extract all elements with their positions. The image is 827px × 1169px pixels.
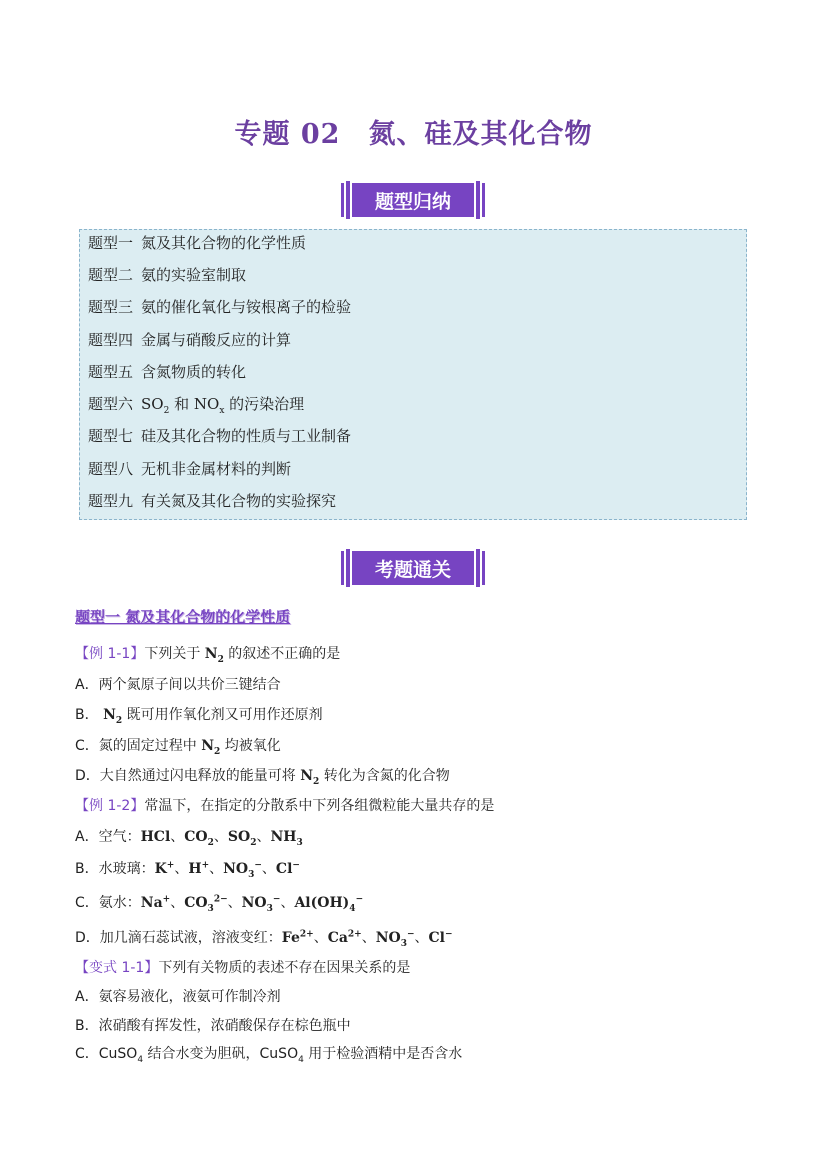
option-text: C．CuSO bbox=[75, 1046, 138, 1062]
ion-fe: Fe bbox=[281, 930, 300, 946]
ion-cl: Cl bbox=[428, 930, 445, 946]
formula-hcl: HCl bbox=[140, 829, 171, 845]
subscript: 2 bbox=[163, 406, 170, 416]
superscript: − bbox=[254, 860, 262, 871]
separator: 、 bbox=[213, 829, 228, 845]
ion-cl: Cl bbox=[275, 861, 293, 877]
topic-prefix: 题型八 bbox=[88, 460, 134, 478]
superscript: − bbox=[272, 894, 281, 905]
topic-text: 的污染治理 bbox=[224, 395, 305, 413]
option-label: C．氨水： bbox=[75, 895, 141, 911]
topic-prefix: 题型三 bbox=[88, 298, 134, 316]
subscript: x bbox=[219, 406, 225, 416]
formula-co2: CO bbox=[184, 829, 208, 845]
subscript: 2 bbox=[313, 776, 320, 787]
option-text: 既可用作氧化剂又可用作还原剂 bbox=[122, 707, 323, 723]
topic-prefix: 题型一 bbox=[88, 234, 134, 252]
option-c bbox=[75, 1043, 462, 1065]
formula-so2: SO bbox=[227, 829, 251, 845]
option-text: C．氮的固定过程中 bbox=[75, 738, 202, 754]
separator: 、 bbox=[256, 829, 271, 845]
ion-no3: NO bbox=[241, 895, 267, 911]
subscript: 3 bbox=[400, 938, 407, 949]
banner-practice bbox=[339, 549, 487, 587]
topic-text: 金属与硝酸反应的计算 bbox=[141, 331, 292, 349]
topic-text: 无机非金属材料的判断 bbox=[141, 460, 292, 478]
formula-so2: SO bbox=[141, 395, 164, 413]
banner-practice-label: 考题通关 bbox=[374, 558, 451, 581]
option-label: B． bbox=[75, 707, 104, 723]
topic-item-3 bbox=[88, 296, 351, 317]
superscript: 2+ bbox=[299, 929, 314, 940]
subscript: 3 bbox=[296, 837, 303, 848]
option-text: 转化为含氮的化合物 bbox=[319, 768, 450, 784]
banner-summary-label: 题型归纳 bbox=[374, 190, 451, 213]
subscript: 3 bbox=[248, 869, 255, 880]
option-c bbox=[75, 892, 363, 914]
topic-item-1 bbox=[88, 232, 306, 253]
question-stem: 下列有关物质的表述不存在因果关系的是 bbox=[158, 960, 411, 976]
question-stem: 下列关于 bbox=[144, 646, 205, 662]
topic-prefix: 题型七 bbox=[88, 427, 134, 445]
option-b bbox=[75, 858, 300, 880]
topic-list bbox=[79, 229, 747, 520]
ion-ca: Ca bbox=[327, 930, 348, 946]
separator: 、 bbox=[227, 895, 242, 911]
superscript: 2+ bbox=[347, 929, 362, 940]
topic-item-8 bbox=[88, 458, 291, 479]
option-label: D．加几滴石蕊试液，溶液变红： bbox=[75, 930, 282, 946]
subscript: 3 bbox=[207, 903, 214, 914]
subscript: 2 bbox=[115, 715, 123, 726]
option-a: A．两个氮原子间以共价三键结合 bbox=[75, 677, 281, 693]
subscript: 4 bbox=[137, 1054, 144, 1065]
topic-item-9 bbox=[88, 490, 336, 511]
option-d bbox=[75, 765, 450, 787]
question-stem: 的叙述不正确的是 bbox=[223, 646, 341, 662]
topic-text: 氨的催化氧化与铵根离子的检验 bbox=[141, 298, 352, 316]
separator: 、 bbox=[261, 861, 276, 877]
option-d bbox=[75, 927, 453, 949]
superscript: + bbox=[201, 860, 210, 871]
option-a: A．氨容易液化，液氨可作制冷剂 bbox=[75, 989, 281, 1005]
title-topic-name: 氮、硅及其化合物 bbox=[368, 119, 593, 150]
superscript: − bbox=[406, 929, 415, 940]
separator: 、 bbox=[313, 930, 328, 946]
separator: 、 bbox=[170, 829, 185, 845]
separator: 、 bbox=[174, 861, 189, 877]
ion-h: H bbox=[188, 861, 202, 877]
formula-n2: N bbox=[201, 738, 215, 754]
title-topic-number: 专题 02 bbox=[234, 119, 341, 150]
question-tag: 【例 1-2】 bbox=[75, 798, 145, 814]
option-text: 结合水变为胆矾，CuSO bbox=[143, 1046, 299, 1062]
topic-text: 氨的实验室制取 bbox=[141, 266, 247, 284]
option-c bbox=[75, 735, 281, 757]
formula-n2: N bbox=[103, 707, 116, 723]
topic-text: 硅及其化合物的性质与工业制备 bbox=[141, 427, 352, 445]
topic-text: 含氮物质的转化 bbox=[141, 363, 247, 381]
separator: 、 bbox=[361, 930, 376, 946]
topic-prefix: 题型九 bbox=[88, 492, 134, 510]
formula-nox: NO bbox=[193, 395, 220, 413]
question-tag: 【例 1-1】 bbox=[75, 646, 145, 662]
question-stem: 常温下，在指定的分散系中下列各组微粒能大量共存的是 bbox=[144, 798, 495, 814]
question-ex1-2 bbox=[75, 795, 494, 815]
option-label: B．水玻璃： bbox=[75, 861, 155, 877]
subscript: 2 bbox=[217, 654, 224, 665]
option-label: A．空气： bbox=[75, 829, 141, 845]
separator: 、 bbox=[280, 895, 295, 911]
topic-item-4 bbox=[88, 329, 291, 350]
topic-prefix: 题型六 bbox=[88, 395, 134, 413]
ion-aloh4: Al(OH) bbox=[294, 895, 350, 911]
page-title bbox=[0, 112, 827, 151]
superscript: + bbox=[162, 894, 171, 905]
subscript: 2 bbox=[250, 837, 257, 848]
ion-no3: NO bbox=[375, 930, 401, 946]
separator: 、 bbox=[170, 895, 185, 911]
topic-prefix: 题型五 bbox=[88, 363, 134, 381]
option-text: 均被氧化 bbox=[220, 738, 281, 754]
section-heading: 题型一 氮及其化合物的化学性质 bbox=[75, 608, 291, 626]
topic-text: 氮及其化合物的化学性质 bbox=[141, 234, 307, 252]
question-tag: 【变式 1-1】 bbox=[75, 960, 159, 976]
topic-prefix: 题型四 bbox=[88, 331, 134, 349]
option-a bbox=[75, 826, 303, 848]
formula-n2: N bbox=[300, 768, 314, 784]
ion-co3: CO bbox=[184, 895, 208, 911]
topic-item-2 bbox=[88, 264, 246, 285]
topic-item-7 bbox=[88, 425, 351, 446]
option-text: 用于检验酒精中是否含水 bbox=[303, 1046, 463, 1062]
separator: 、 bbox=[209, 861, 224, 877]
topic-prefix: 题型二 bbox=[88, 266, 134, 284]
subscript: 2 bbox=[214, 746, 221, 757]
superscript: − bbox=[355, 894, 364, 905]
question-ex1-1 bbox=[75, 643, 340, 665]
topic-item-6 bbox=[88, 393, 304, 416]
banner-summary bbox=[339, 181, 487, 219]
subscript: 4 bbox=[349, 903, 356, 914]
topic-item-5 bbox=[88, 361, 246, 382]
superscript: − bbox=[445, 929, 453, 940]
superscript: − bbox=[292, 860, 300, 871]
formula-n2: N bbox=[204, 646, 218, 662]
subscript: 3 bbox=[266, 903, 273, 914]
option-b: B．浓硝酸有挥发性，浓硝酸保存在棕色瓶中 bbox=[75, 1018, 351, 1034]
formula-nh3: NH bbox=[270, 829, 297, 845]
ion-no3: NO bbox=[223, 861, 249, 877]
ion-na: Na bbox=[140, 895, 163, 911]
subscript: 2 bbox=[207, 837, 214, 848]
question-var1-1 bbox=[75, 957, 410, 977]
ion-k: K bbox=[154, 861, 167, 877]
separator: 、 bbox=[414, 930, 429, 946]
superscript: + bbox=[166, 860, 175, 871]
superscript: 2− bbox=[213, 894, 228, 905]
topic-text: 和 bbox=[169, 395, 194, 413]
option-text: D．大自然通过闪电释放的能量可将 bbox=[75, 768, 301, 784]
subscript: 4 bbox=[298, 1054, 304, 1065]
topic-text: 有关氮及其化合物的实验探究 bbox=[141, 492, 337, 510]
option-b bbox=[75, 704, 323, 726]
